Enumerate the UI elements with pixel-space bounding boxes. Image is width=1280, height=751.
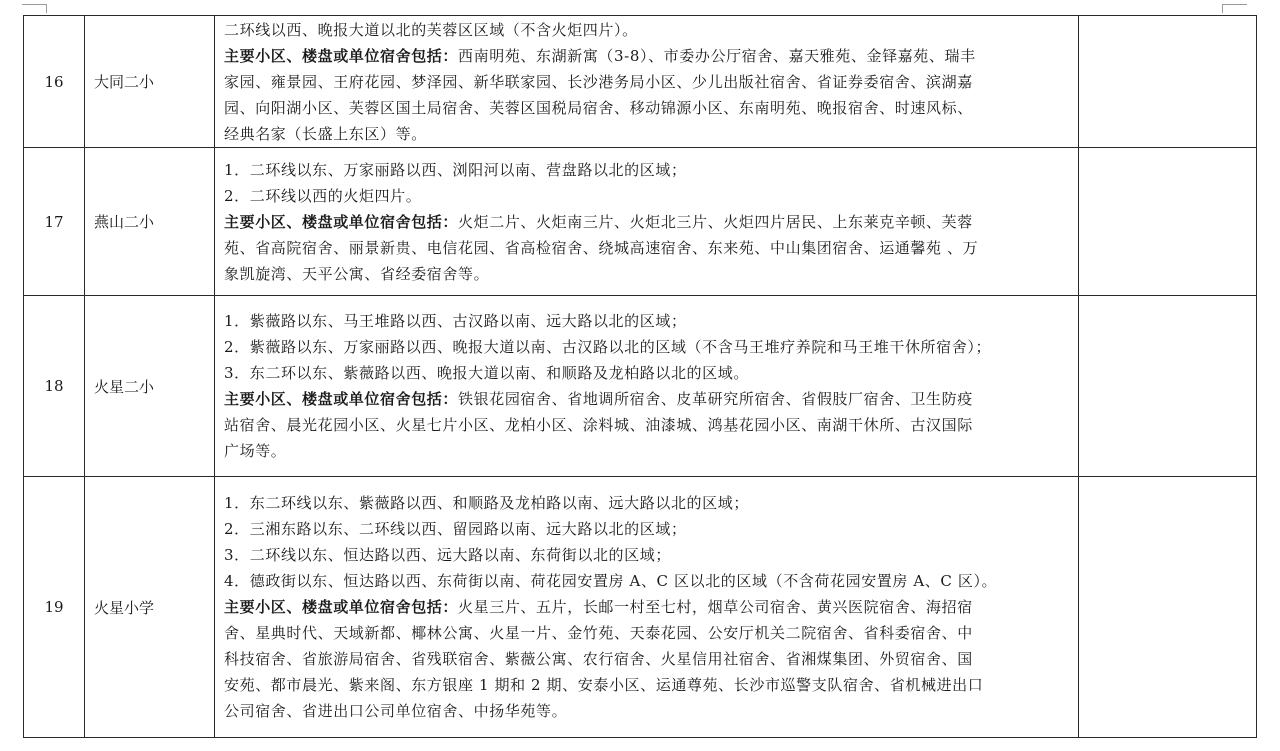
school-name: 火星二小: [85, 296, 215, 477]
area-line: 铁银花园宿舍、省地调所宿舍、皮革研究所宿舍、省假肢厂宿舍、卫生防疫: [458, 390, 973, 408]
row-number: 18: [24, 296, 85, 477]
area-line: 3．东二环以东、紫薇路以西、晚报大道以南、和顺路及龙柏路以北的区域。: [224, 364, 749, 382]
school-district-table: [23, 15, 1257, 738]
district-area: [215, 16, 1079, 148]
district-area: [215, 296, 1079, 477]
area-line: 3．二环线以东、恒达路以西、远大路以南、东荷街以北的区域；: [224, 546, 671, 564]
table-row: [24, 148, 1257, 296]
area-line: 2．紫薇路以东、万家丽路以西、晚报大道以南、古汉路以北的区域（不含马王堆疗养院和马王堆干休所宿舍）；: [224, 338, 992, 356]
area-line: 西南明苑、东湖新寓（3-8）、市委办公厅宿舍、嘉天雅苑、金铎嘉苑、瑞丰: [458, 46, 976, 65]
area-line: 4．德政街以东、恒达路以西、东荷街以南、荷花园安置房 A、C 区以北的区域（不含荷花园安置房 A、C 区）。: [224, 572, 998, 590]
crop-mark-right: [1222, 4, 1247, 13]
area-line: 1．紫薇路以东、马王堆路以西、古汉路以南、远大路以北的区域；: [224, 312, 687, 330]
page-top-margin: [0, 0, 1280, 12]
area-line: 火星三片、五片，长邮一村至七村，烟草公司宿舍、黄兴医院宿舍、海招宿: [458, 598, 973, 616]
crop-mark-left: [22, 4, 47, 13]
note-cell: [1079, 477, 1257, 738]
area-line-with-keyword: [224, 594, 1069, 620]
area-line: 火炬二片、火炬南三片、火炬北三片、火炬四片居民、上东莱克辛顿、芙蓉: [458, 212, 973, 231]
table-row: [24, 296, 1257, 477]
district-area: [215, 477, 1079, 738]
area-line: 园、向阳湖小区、芙蓉区国土局宿舍、芙蓉区国税局宿舍、移动锦源小区、东南明苑、晚报宿舍、时速风标、: [224, 98, 973, 117]
area-line-with-keyword: [224, 43, 1069, 69]
keyword-label: 主要小区、楼盘或单位宿舍包括：: [224, 46, 459, 65]
note-cell: [1079, 296, 1257, 477]
area-line: 2．二环线以西的火炬四片。: [224, 186, 422, 205]
keyword-label: 主要小区、楼盘或单位宿舍包括：: [224, 598, 459, 616]
row-number: 19: [24, 477, 85, 738]
area-line: 广场等。: [224, 442, 287, 460]
school-name: 大同二小: [85, 16, 215, 148]
area-line: 科技宿舍、省旅游局宿舍、省残联宿舍、紫薇公寓、农行宿舍、火星信用社宿舍、省湘煤集团、外贸宿舍、国: [224, 650, 973, 668]
keyword-label: 主要小区、楼盘或单位宿舍包括：: [224, 212, 459, 231]
row-number: 17: [24, 148, 85, 296]
area-line: 2．三湘东路以东、二环线以西、留园路以南、远大路以北的区域；: [224, 520, 687, 538]
table-row: [24, 477, 1257, 738]
school-name: 燕山二小: [85, 148, 215, 296]
area-line: 站宿舍、晨光花园小区、火星七片小区、龙柏小区、涂料城、油漆城、鸿基花园小区、南湖干休所、古汉国际: [224, 416, 973, 434]
district-area: [215, 148, 1079, 296]
note-cell: [1079, 148, 1257, 296]
area-line: 舍、星典时代、天域新都、椰林公寓、火星一片、金竹苑、天泰花园、公安厅机关二院宿舍、省科委宿舍、中: [224, 624, 973, 642]
school-name: 火星小学: [85, 477, 215, 738]
area-line: 公司宿舍、省进出口公司单位宿舍、中扬华苑等。: [224, 702, 568, 720]
row-number: 16: [24, 16, 85, 148]
area-line: 安苑、都市晨光、紫来阁、东方银座 1 期和 2 期、安泰小区、运通尊苑、长沙市巡警支队宿舍、省机械进出口: [224, 676, 984, 694]
keyword-label: 主要小区、楼盘或单位宿舍包括：: [224, 390, 459, 408]
area-line: 经典名家（长盛上东区）等。: [224, 124, 427, 143]
area-line-with-keyword: [224, 386, 1069, 412]
table-row: [24, 16, 1257, 148]
area-line: 1．东二环线以东、紫薇路以西、和顺路及龙柏路以南、远大路以北的区域；: [224, 494, 749, 512]
area-line: 苑、省高院宿舍、丽景新贵、电信花园、省高检宿舍、绕城高速宿舍、东来苑、中山集团宿舍、运通馨苑 、万: [224, 238, 979, 257]
area-line: 二环线以西、晚报大道以北的芙蓉区区域（不含火炬四片）。: [224, 20, 638, 39]
area-line: 象凯旋湾、天平公寓、省经委宿舍等。: [224, 264, 490, 283]
area-line: 1．二环线以东、万家丽路以西、浏阳河以南、营盘路以北的区域；: [224, 160, 687, 179]
note-cell: [1079, 16, 1257, 148]
area-line-with-keyword: [224, 209, 1069, 235]
area-line: 家园、雍景园、王府花园、梦泽园、新华联家园、长沙港务局小区、少儿出版社宿舍、省证券委宿舍、滨湖嘉: [224, 72, 973, 91]
